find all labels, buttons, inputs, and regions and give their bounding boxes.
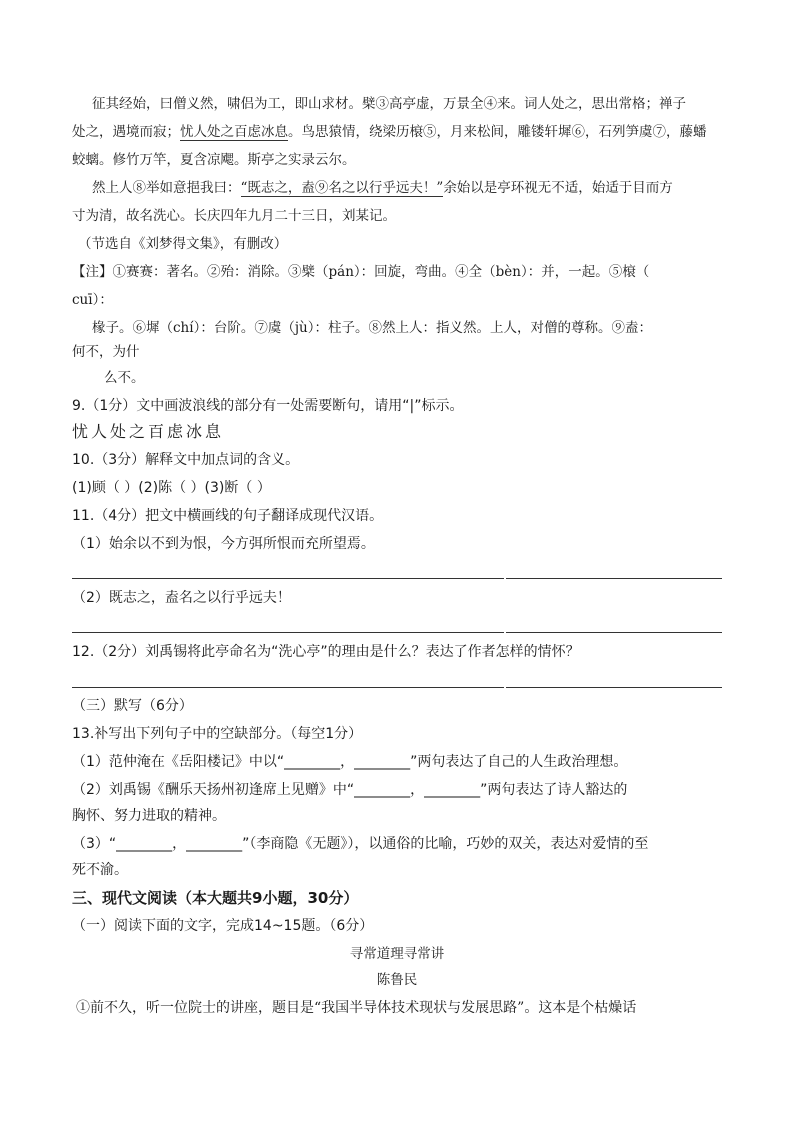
question-13-2-cont: 胸怀、努力进取的精神。 (72, 808, 226, 824)
answer-line[interactable] (506, 578, 722, 579)
notes-line: 何不，为什 (72, 344, 140, 360)
article-title: 寻常道理寻常讲 (349, 946, 445, 962)
answer-line[interactable] (506, 632, 722, 633)
notes-line: 【注】①赛赛：著名。②殆：消除。③檗（pán）：回旋，弯曲。④全（bèn）：并，一起。⑤榱（ (72, 264, 650, 280)
question-13-1: （1）范仲淹在《岳阳楼记》中以“________，________”两句表达了自己的人生政治理想。 (72, 754, 628, 770)
question-10: 10.（3分）解释文中加点词的含义。 (72, 452, 300, 468)
passage-source: （节选自《刘梦得文集》，有删改） (78, 236, 288, 252)
article-author: 陈鲁民 (376, 972, 418, 988)
question-12: 12.（2分）刘禹锡将此亭命名为“洗心亭”的理由是什么？表达了作者怎样的情怀？ (72, 644, 580, 660)
question-13-3: （3）“________，________”（李商隐《无题》），以通俗的比喻，巧妙的双关，表达对爱情的至 (72, 836, 649, 852)
wavy-underlined-phrase: 忧人处之百虑冰息 (180, 124, 288, 140)
question-13: 13.补写出下列句子中的空缺部分。（每空1分） (72, 726, 363, 742)
answer-line[interactable] (72, 687, 504, 688)
notes-line: 么不。 (104, 370, 145, 386)
question-9-text: 忧人处之百虑冰息 (72, 422, 225, 441)
notes-line: 椽子。⑥墀（chí）：台阶。⑦虞（jù）：柱子。⑧然上人：指义然。上人，对僧的尊称。⑨盍： (92, 320, 652, 336)
part-subheading: （一）阅读下面的文字，完成14~15题。（6分） (72, 918, 374, 934)
notes-line: cuī）： (72, 292, 113, 308)
question-13-3-cont: 死不渝。 (72, 862, 128, 878)
passage-line: 征其经始，曰僧义然，啸侣为工，即山求材。檗③高亭虚，万景全④来。词人处之，思出常格；禅子 (92, 96, 686, 112)
question-10-items: (1)顾（ ）(2)陈（ ）(3)断（ ） (72, 480, 271, 496)
answer-line[interactable] (72, 578, 504, 579)
question-11-2: （2）既志之，盍名之以行乎远夫！ (72, 590, 291, 606)
question-11: 11.（4分）把文中横画线的句子翻译成现代汉语。 (72, 508, 384, 524)
underlined-sentence: “既志之，盍⑨名之以行乎远夫！” (240, 180, 444, 196)
question-13-2: （2）刘禹锡《酬乐天扬州初逢席上见赠》中“________，________”两句表达了诗人豁达的 (72, 782, 628, 798)
passage-line: 寸为清，故名洗心。长庆四年九月二十三日，刘某记。 (72, 208, 396, 224)
passage-line: 处之，遇境而寂；忧人处之百虑冰息。鸟思猿情，绕梁历榱⑤，月来松间，雕镂轩墀⑥，石列笋虞⑦，藤蟠 (72, 124, 707, 140)
answer-line[interactable] (506, 687, 722, 688)
passage-line: 然上人⑧举如意挹我曰：“既志之，盍⑨名之以行乎远夫！”余始以是亭环视无不适，始适于目而方 (92, 180, 673, 196)
section-title: （三）默写（6分） (72, 698, 193, 714)
question-9: 9.（1分）文中画波浪线的部分有一处需要断句，请用“|”标示。 (72, 398, 464, 414)
question-11-1: （1）始余以不到为恨，今方弭所恨而充所望焉。 (72, 536, 375, 552)
part-heading: 三、现代文阅读（本大题共9小题，30分） (72, 889, 359, 907)
passage-line: 蛟螭。修竹万竿，夏含凉飔。斯亭之实录云尔。 (72, 152, 356, 168)
article-paragraph: ①前不久，听一位院士的讲座，题目是“我国半导体技术现状与发展思路”。这本是个枯燥话 (76, 1000, 637, 1016)
answer-line[interactable] (72, 632, 504, 633)
